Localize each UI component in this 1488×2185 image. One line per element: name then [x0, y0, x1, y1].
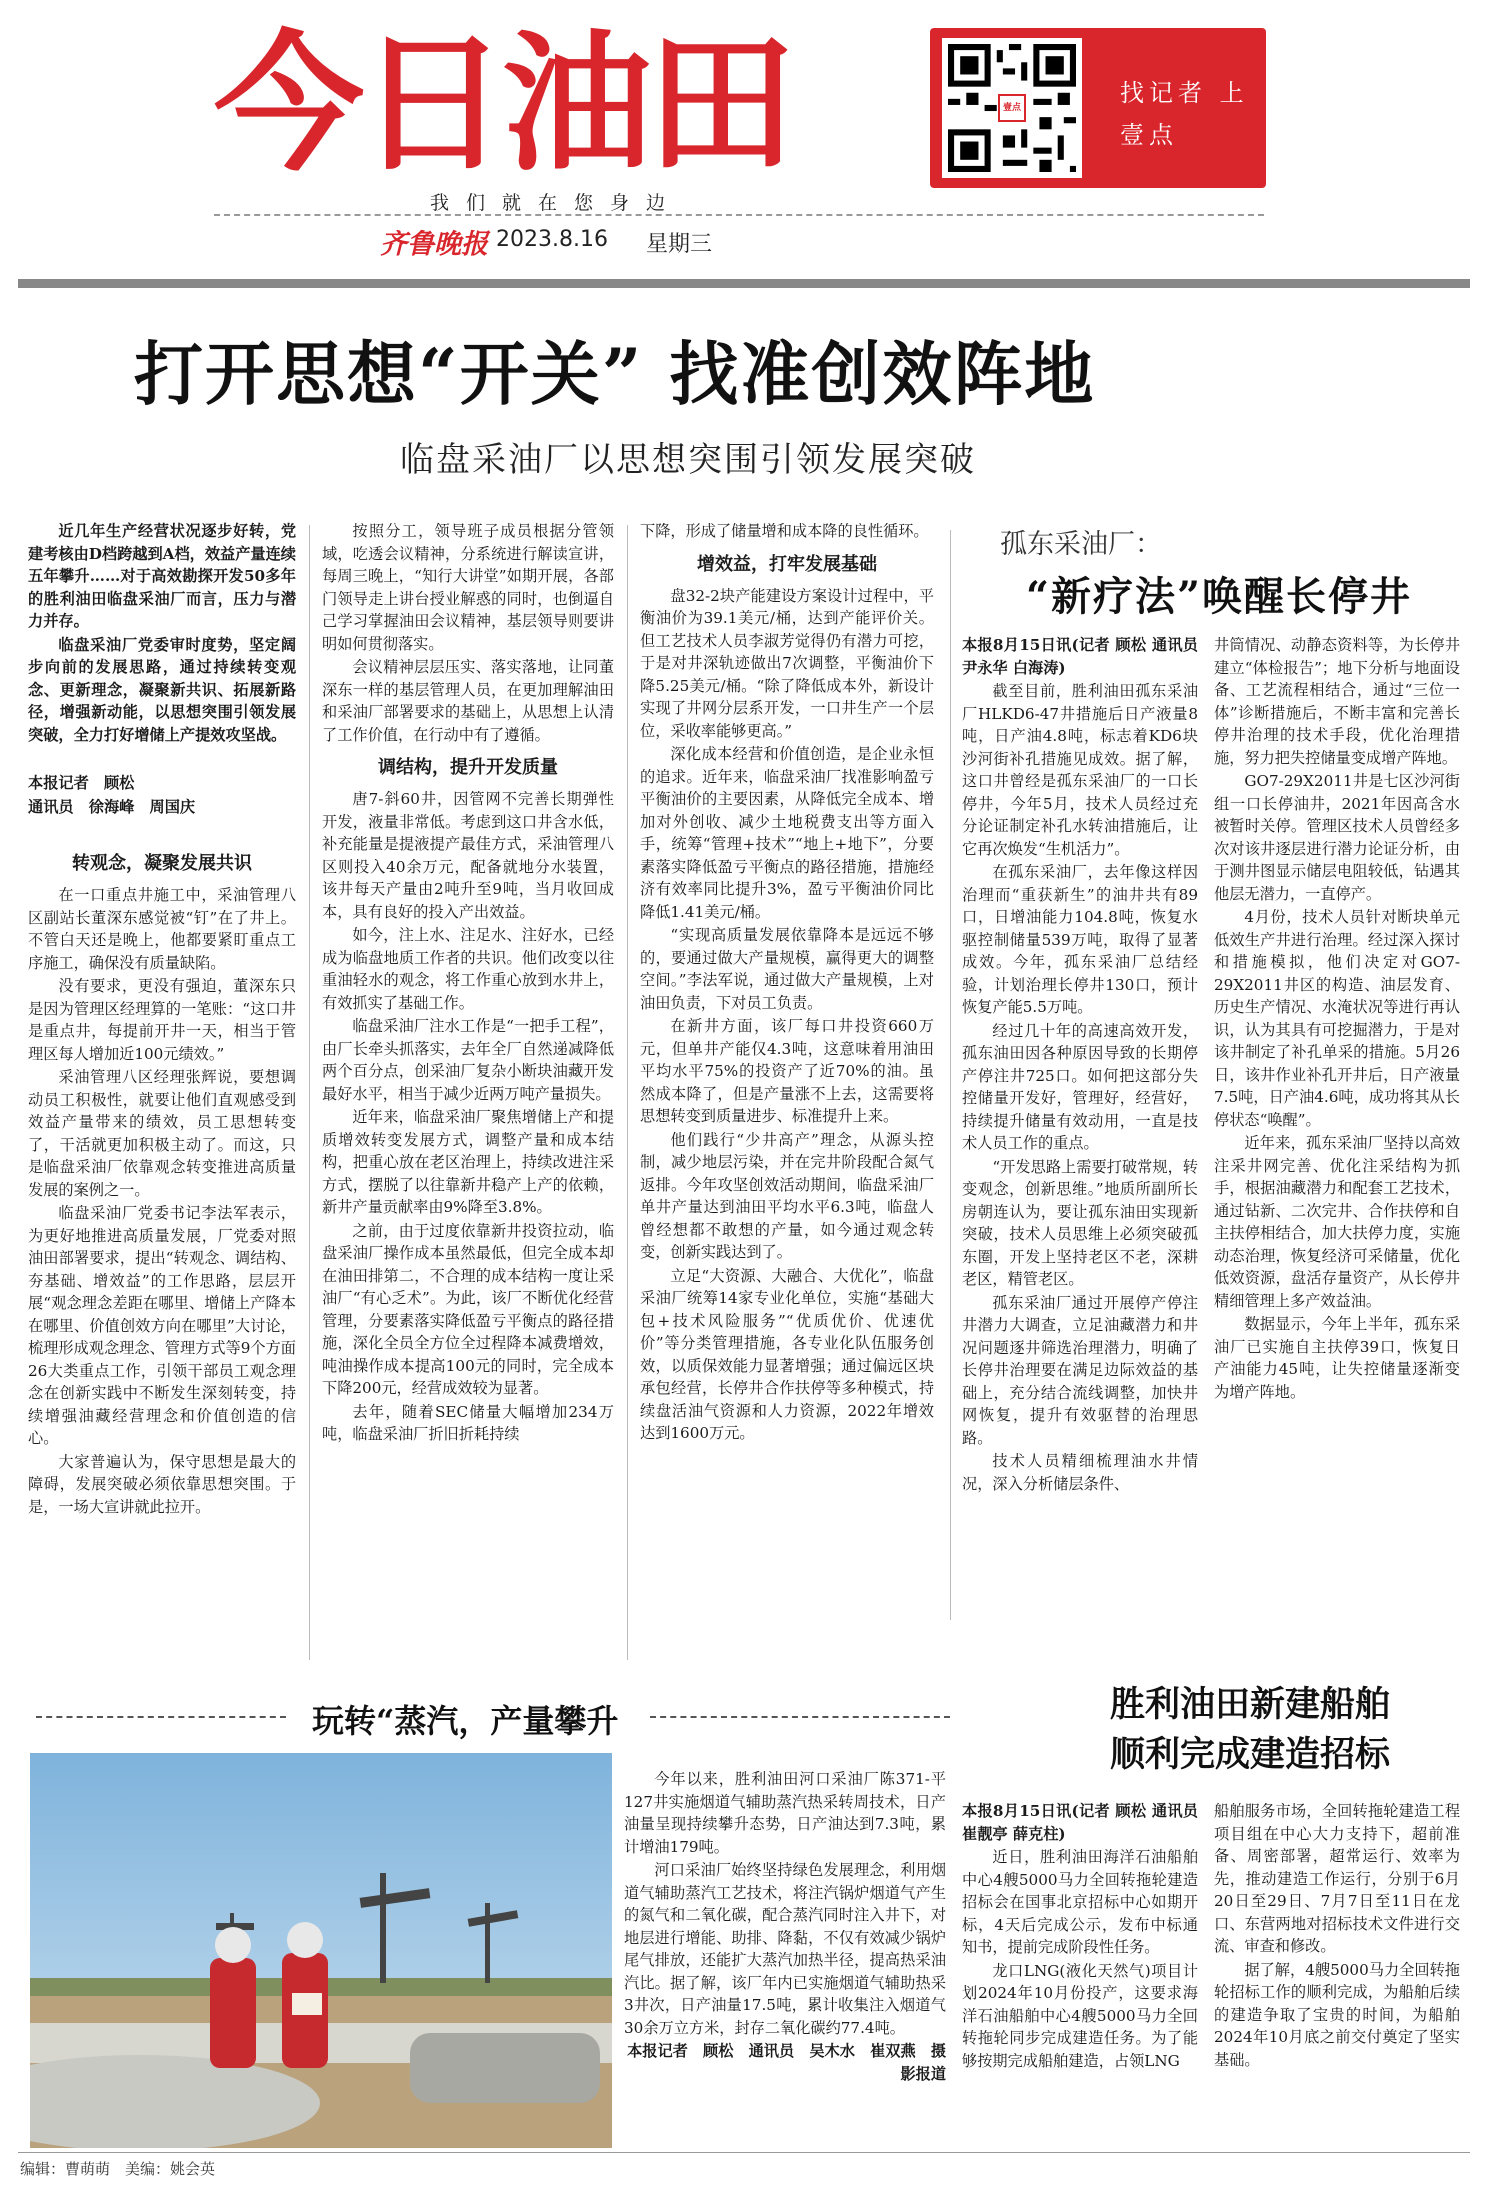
paragraph: 采油管理八区经理张辉说，要想调动员工积极性，就要让他们直观感受到效益产量带来的绩效，员工思想转变了，干活就更加积极主动了。而这，只是临盘采油厂依靠观念转变推进高质量发展的案例之一。 [28, 1068, 296, 1199]
gudong-headline: “新疗法”唤醒长停井 [1026, 573, 1413, 620]
paragraph: 唐7-斜60井，因管网不完善长期弹性开发，液量非常低。考虑到这口井含水低，补充能量是提液提产最佳方式，采油管理八区则投入40余万元，配备就地分水装置，该井每天产量由2吨升至9吨，当月收回成本，具有良好的投入产出效益。 [322, 790, 614, 921]
article-column-2 [322, 520, 614, 1642]
paragraph: 他们践行“少井高产”理念，从源头控制，减少地层污染，并在完井阶段配合氮气返排。今年攻坚创效活动期间，临盘采油厂单井产量达到油田平均水平6.3吨，临盘人曾经想都不敢想的产量，如今通过观念转变，创新实践达到了。 [640, 1130, 934, 1261]
section-heading: 调结构，提升开发质量 [378, 757, 558, 778]
footer-rule [18, 2152, 1470, 2153]
section-divider [36, 1716, 286, 1718]
paragraph: 下降，形成了储量增和成本降的良性循环。 [640, 522, 929, 540]
paragraph: 大家普遍认为，保守思想是最大的障碍，发展突破必须依靠思想突围。于是，一场大宣讲就此拉开。 [28, 1452, 296, 1516]
gudong-column-2 [1214, 634, 1460, 1659]
article-column-1 [28, 520, 296, 1642]
tagline: 我们就在您身边 [430, 192, 683, 214]
masthead-divider [214, 214, 1264, 216]
qr-center-logo: 壹点 [998, 94, 1026, 122]
brand-logo: 齐鲁晚报 [380, 229, 488, 260]
paragraph: 深化成本经营和价值创造，是企业永恒的追求。近年来，临盘采油厂找准影响盈亏平衡油价的主要因素，从降低完全成本、增加对外创收、减少土地税费支出等方面入手，统筹“管理+技术”“地上+地下”，分要素落实降低盈亏平衡点的路径措施，措施经济有效率同比提升3%，盈亏平衡油价同比降低1.41美元/桶。 [640, 745, 934, 921]
column-divider [627, 525, 628, 1660]
byline: 本报记者 顾松 通讯员 吴木水 崔双燕 摄影报道 [627, 2042, 946, 2083]
paragraph: 近年来，临盘采油厂聚焦增储上产和提质增效转变发展方式，调整产量和成本结构，把重心放在老区治理上，持续改进注采方式，摆脱了以往靠新井稳产上产的依赖，新井产量贡献率由9%降至3.8%。 [322, 1108, 614, 1216]
paragraph: 截至目前，胜利油田孤东采油厂HLKD6-47井措施后日产液量8吨，日产油4.8吨，标志着KD6块沙河街补孔措施见成效。据了解，这口井曾经是孤东采油厂的一口长停井，今年5月，技术人员经过充分论证制定补孔水转油措施后，让它再次焕发“生机活力”。 [962, 682, 1198, 858]
issue-weekday: 星期三 [646, 232, 713, 257]
paragraph: “实现高质量发展依靠降本是远远不够的，要通过做大产量规模，赢得更大的调整空间。”李法军说，通过做大产量规模，上对油田负责，下对员工负责。 [640, 926, 934, 1012]
paragraph: 据了解，4艘5000马力全回转拖轮招标工作的顺利完成，为船舶后续的建造争取了宝贵的时间，为船舶2024年10月底之前交付奠定了坚实基础。 [1214, 1960, 1460, 2069]
byline: 本报记者 顾松 [28, 774, 135, 792]
section-divider [650, 1716, 950, 1718]
gudong-kicker: 孤东采油厂： [1000, 529, 1162, 560]
ship-headline-line: 顺利完成建造招标 [1109, 1734, 1390, 1775]
paragraph: 之前，由于过度依靠新井投资拉动，临盘采油厂操作成本虽然最低，但完全成本却在油田排第二，不合理的成本结构一度让采油厂“有心乏术”。为此，该厂不断优化经营管理，分要素落实降低盈亏平衡点的路径措施，深化全员全方位全过程降本减费增效，吨油操作成本提高100元的同时，完全成本下降200元，经营成效较为显著。 [322, 1221, 614, 1397]
oilfield-workers-image [30, 1753, 612, 2148]
paragraph: 在一口重点井施工中，采油管理八区副站长董深东感觉被“钉”在了井上。不管白天还是晚上，他都要紧盯重点工序施工，确保没有质量缺陷。 [28, 886, 296, 972]
article-column-3 [640, 520, 934, 1642]
paragraph: 立足“大资源、大融合、大优化”，临盘采油厂统筹14家专业化单位，实施“基础大包+技术风险服务”“优质优价、优速优价”等分类管理措施，各专业化队伍服务创效，以质保效能力显著增强；通过偏远区块承包经营，长停井合作扶停等多种模式，持续盘活油气资源和人力资源，2022年增效达到1600万元。 [640, 1266, 934, 1442]
paragraph: 孤东采油厂通过开展停产停注井潜力大调查，立足油藏潜力和井况问题逐井筛选治理潜力，明确了长停井治理要在满足边际效益的基础上，充分结合流线调整，加快井网恢复，提升有效驱替的治理思路。 [962, 1293, 1198, 1447]
paragraph: 井筒情况、动静态资料等，为长停井建立“体检报告”；地下分析与地面设备、工艺流程相结合，通过“三位一体”诊断措施后，不断丰富和完善长停井治理的技术手段，优化治理措施，努力把失控储量变成增产阵地。 [1214, 636, 1460, 767]
byline: 本报8月15日讯(记者 顾松 通讯员 尹永华 白海涛) [962, 636, 1198, 677]
ship-headline [1040, 1680, 1460, 1780]
top-rule [18, 279, 1470, 288]
section-heading: 增效益，打牢发展基础 [697, 553, 877, 575]
lead-paragraph: 临盘采油厂党委审时度势，坚定阔步向前的发展思路，通过持续转变观念、更新理念，凝聚新共识、拓展新路径，增强新动能，以思想突围引领发展突破，全力打好增储上产提效攻坚战。 [28, 635, 296, 744]
steam-article [624, 1768, 946, 2143]
qr-code[interactable] [942, 38, 1082, 178]
paragraph: GO7-29X2011井是七区沙河街组一口长停油井，2021年因高含水被暂时关停。管理区技术人员曾经多次对该井逐层进行潜力论证分析，由于测井图显示储层电阻较低，钻遇其他层无潜力，一直停产。 [1214, 772, 1460, 903]
paragraph: 如今，注上水、注足水、注好水，已经成为临盘地质工作者的共识。他们改变以往重油轻水的观念，将工作重心放到水井上，有效抓实了基础工作。 [322, 926, 614, 1012]
paragraph: 没有要求，更没有强迫，董深东只是因为管理区经理算的一笔账：“这口井是重点井，每提前开井一天，相当于管理区每人增加近100元绩效。” [28, 977, 296, 1063]
editor-credits: 编辑：曹萌萌 美编：姚会英 [20, 2160, 216, 2178]
paragraph: 近日，胜利油田海洋石油船舶中心4艘5000马力全回转拖轮建造招标会在国事北京招标中心如期开标，4天后完成公示，发布中标通知书，提前完成阶段性任务。 [962, 1848, 1198, 1956]
paragraph: “开发思路上需要打破常规，转变观念，创新思维。”地质所副所长房朝连认为，要让孤东油田实现新突破，技术人员思维上必须突破孤东圈，开发上坚持老区不老，深耕老区，精管老区。 [962, 1157, 1198, 1288]
paragraph: 按照分工，领导班子成员根据分管领域，吃透会议精神，分系统进行解读宣讲，每周三晚上，“知行大讲堂”如期开展，各部门领导走上讲台授业解惑的同时，也倒逼自己学习掌握油田会议精神，基层领导则要讲明如何贯彻落实。 [322, 522, 614, 653]
steam-headline: 玩转“蒸汽，产量攀升 [300, 1696, 630, 1742]
ship-column-1 [962, 1800, 1198, 2145]
paragraph: 技术人员精细梳理油水井情况，深入分析储层条件、 [962, 1452, 1198, 1493]
column-divider [309, 525, 310, 1660]
paragraph: 今年以来，胜利油田河口采油厂陈371-平127井实施烟道气辅助蒸汽热采转周技术，日产油量呈现持续攀升态势，日产油达到7.3吨，累计增油179吨。 [624, 1770, 946, 1856]
paragraph: 在孤东采油厂，去年像这样因治理而“重获新生”的油井共有89口，日增油能力104.8吨，恢复水驱控制储量539万吨，取得了显著成效。今年，孤东采油厂总结经验，计划治理长停井130口，预计恢复产能5.5万吨。 [962, 863, 1198, 1016]
paragraph: 船舶服务市场，全回转拖轮建造工程项目组在中心大力支持下，超前准备、周密部署，超常运行、效率为先，推动建造工作运行，分别于6月20日至29日、7月7日至11日在龙口、东营两地对招标技术文件进行交流、审查和修改。 [1214, 1802, 1460, 1955]
byline: 本报8月15日讯(记者 顾松 通讯员 崔靓亭 薛克柱) [962, 1802, 1198, 1843]
oilfield-photo [30, 1753, 612, 2148]
paragraph: 盘32-2块产能建设方案设计过程中，平衡油价为39.1美元/桶，达到产能评价关。但工艺技术人员李淑芳觉得仍有潜力可挖，于是对井深轨迹做出7次调整，平衡油价下降5.25美元/桶。“除了降低成本外，新设计实现了井网分层系开发，一口井生产一个层位，采收率能够更高。” [640, 586, 934, 740]
paragraph: 近年来，孤东采油厂坚持以高效注采井网完善、优化注采结构为抓手，根据油藏潜力和配套工艺技术，通过钻新、二次完井、合作扶停和自主扶停相结合，加大扶停力度，实施动态治理，恢复经济可采储量，优化低效资源，盘活存量资产，从长停井精细管理上多产效益油。 [1214, 1134, 1460, 1310]
find-reporter-text: 找记者 上壹点 [1120, 79, 1249, 149]
gudong-column-1 [962, 634, 1198, 1659]
paragraph: 4月份，技术人员针对断块单元低效生产井进行治理。经过深入探讨和措施模拟，他们决定对GO7-29X2011井区的构造、油层发育、历史生产情况、水淹状况等进行再认识，认为其具有可挖掘潜力，于是对该井制定了补孔单采的措施。5月26日，该井作业补孔开井后，日产液量7.5吨，日产油4.6吨，成功将其从长停状态“唤醒”。 [1214, 908, 1460, 1129]
main-subhead: 临盘采油厂以思想突围引领发展突破 [400, 440, 976, 480]
ship-column-2 [1214, 1800, 1460, 2145]
main-headline: 打开思想“开关” 找准创效阵地 [134, 334, 1096, 415]
paragraph: 去年，随着SEC储量大幅增加234万吨，临盘采油厂折旧折耗持续 [322, 1402, 614, 1443]
paragraph: 会议精神层层压实、落实落地，让同董深东一样的基层管理人员，在更加理解油田和采油厂部署要求的基础上，从思想上认清了工作价值，在行动中有了遵循。 [322, 658, 614, 744]
issue-date: 2023.8.16 [496, 227, 608, 252]
paragraph: 临盘采油厂党委书记李法军表示，为更好地推进高质量发展，厂党委对照油田部署要求，提出“转观念、调结构、夯基础、增效益”的工作思路，层层开展“观念理念差距在哪里、增储上产降本在哪里、价值创效方向在哪里”大讨论，梳理形成观念理念、管理方式等9个方面26大类重点工作，引领干部员工观念理念在创新实践中不断发生深刻转变，持续增强油藏经营理念和价值创造的信心。 [28, 1204, 296, 1447]
byline: 通讯员 徐海峰 周国庆 [28, 797, 196, 816]
masthead-logo: 今日油田 [214, 18, 791, 192]
lead-paragraph: 近几年生产经营状况逐步好转，党建考核由D档跨越到A档，效益产量连续五年攀升……对于高效勘探开发50多年的胜利油田临盘采油厂而言，压力与潜力并存。 [28, 522, 296, 630]
paragraph: 数据显示，今年上半年，孤东采油厂已实施自主扶停39口，恢复日产油能力45吨，让失控储量逐渐变为增产阵地。 [1214, 1315, 1460, 1401]
paragraph: 在新井方面，该厂每口井投资660万元，但单井产能仅4.3吨，这意味着用油田平均水平75%的投资产了近70%的油。虽然成本降了，但是产量涨不上去，这需要将思想转变到质量进步、标准提升上来。 [640, 1017, 934, 1125]
paragraph: 经过几十年的高速高效开发，孤东油田因各种原因导致的长期停产停注井725口。如何把这部分失控储量开发好，管理好，经营好，持续提升储量有效动用，一直是技术人员工作的重点。 [962, 1021, 1198, 1152]
ship-headline-line: 胜利油田新建船舶 [1109, 1684, 1390, 1725]
paragraph: 龙口LNG(液化天然气)项目计划2024年10月份投产，这要求海洋石油船舶中心4艘5000马力全回转拖轮同步完成建造任务。为了能够按期完成船舶建造，占领LNG [962, 1961, 1198, 2070]
paragraph: 临盘采油厂注水工作是“一把手工程”，由厂长牵头抓落实，去年全厂自然递减降低两个百分点，创采油厂复杂小断块油藏开发最好水平，相当于减少近两万吨产量损失。 [322, 1017, 614, 1103]
paragraph: 河口采油厂始终坚持绿色发展理念，利用烟道气辅助蒸汽工艺技术，将注汽锅炉烟道气产生的氮气和二氧化碳，配合蒸汽同时注入井下，对地层进行增能、助排、降黏，不仅有效减少锅炉尾气排放，还能扩大蒸汽加热半径，提高热采油汽比。据了解，该厂年内已实施烟道气辅助热采3井次，日产油量17.5吨，累计收集注入烟道气30余万立方米，封存二氧化碳约77.4吨。 [624, 1861, 946, 2037]
qr-promo-box[interactable] [930, 28, 1266, 188]
section-heading: 转观念，凝聚发展共识 [72, 853, 252, 874]
column-divider [950, 530, 951, 1620]
